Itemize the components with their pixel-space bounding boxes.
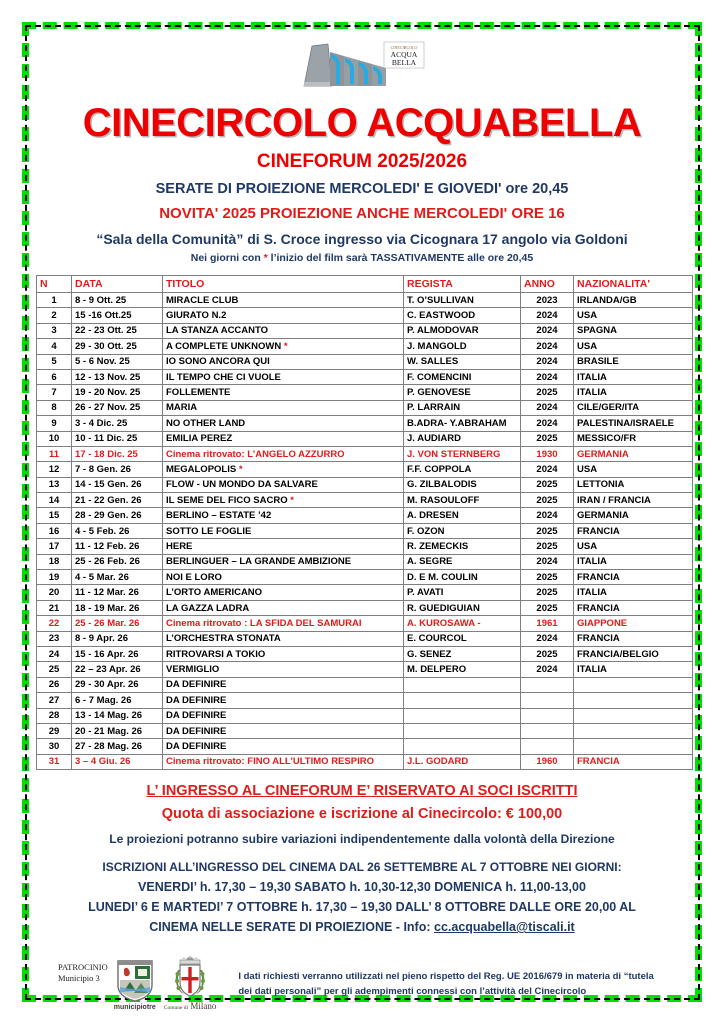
novita-line: NOVITA' 2025 PROIEZIONE ANCHE MERCOLEDI' ORE 16	[159, 205, 565, 222]
variations-notice: Le proiezioni potranno subire variazioni indipendentemente dalla volontà della Direzione	[109, 832, 615, 847]
cell-title: VERMIGLIO	[163, 662, 404, 677]
cell-title: DA DEFINIRE	[163, 693, 404, 708]
cell-director: F. COMENCINI	[404, 369, 521, 384]
cell-title: Cinema ritrovato : LA SFIDA DEL SAMURAI	[163, 616, 404, 631]
poster-subtitle: CINEFORUM 2025/2026	[256, 151, 468, 172]
table-row	[37, 308, 693, 323]
table-row	[37, 739, 693, 754]
cell-nationality: USA	[574, 539, 693, 554]
cell-director: E. COURCOL	[404, 631, 521, 646]
cell-director: P. AVATI	[404, 585, 521, 600]
cell-year: 2025	[521, 600, 574, 615]
cell-date: 22 - 23 Ott. 25	[72, 323, 163, 338]
cell-number: 23	[37, 631, 72, 646]
cell-number: 10	[37, 431, 72, 446]
table-body	[37, 293, 693, 770]
cell-date: 25 - 26 Feb. 26	[72, 554, 163, 569]
cell-number: 5	[37, 354, 72, 369]
cell-title: Cinema ritrovato: L’ANGELO AZZURRO	[163, 446, 404, 461]
cell-date: 3 - 4 Dic. 25	[72, 416, 163, 431]
table-row	[37, 523, 693, 538]
cell-date: 10 - 11 Dic. 25	[72, 431, 163, 446]
cell-date: 21 - 22 Gen. 26	[72, 493, 163, 508]
cell-number: 3	[37, 323, 72, 338]
cell-director	[404, 723, 521, 738]
table-row	[37, 354, 693, 369]
cell-number: 29	[37, 723, 72, 738]
asterisk-icon: *	[287, 494, 294, 506]
municipio-caption: municipiotre	[113, 1004, 156, 1012]
logo-brand-line-3: BELLA	[391, 58, 417, 67]
milano-caption-small: Comune di	[163, 1005, 189, 1012]
cell-year: 1960	[521, 754, 574, 769]
cell-director: D. E M. COULIN	[404, 570, 521, 585]
cell-title: MARIA	[163, 400, 404, 415]
asterisk-icon: *	[263, 252, 268, 264]
cell-nationality: FRANCIA	[574, 631, 693, 646]
cell-date: 8 - 9 Apr. 26	[72, 631, 163, 646]
registration-hours-line-3	[36, 920, 688, 934]
cell-year: 2024	[521, 631, 574, 646]
cell-title: LA STANZA ACCANTO	[163, 323, 404, 338]
column-header-anno: ANNO	[521, 276, 574, 293]
table-row	[37, 600, 693, 615]
patrocinio-label	[58, 954, 108, 983]
table-row	[37, 431, 693, 446]
cell-title: IL TEMPO CHE CI VUOLE	[163, 369, 404, 384]
cell-title: DA DEFINIRE	[163, 723, 404, 738]
cell-year: 2025	[521, 477, 574, 492]
cell-number: 6	[37, 369, 72, 384]
footer-block	[36, 783, 688, 934]
venue-line: “Sala della Comunità” di S. Croce ingresso via Cicognara 17 angolo via Goldoni	[96, 231, 628, 247]
cell-number: 25	[37, 662, 72, 677]
cell-year: 2025	[521, 431, 574, 446]
cell-title: EMILIA PEREZ	[163, 431, 404, 446]
asterisk-icon: *	[281, 340, 288, 352]
cell-title: A COMPLETE UNKNOWN *	[163, 339, 404, 354]
cell-nationality: IRLANDA/GB	[574, 293, 693, 308]
table-row	[37, 693, 693, 708]
cell-title: SOTTO LE FOGLIE	[163, 523, 404, 538]
cell-date: 12 - 13 Nov. 25	[72, 369, 163, 384]
cell-number: 11	[37, 446, 72, 461]
cell-number: 31	[37, 754, 72, 769]
cell-director: F. OZON	[404, 523, 521, 538]
table-row	[37, 293, 693, 308]
cell-year: 1961	[521, 616, 574, 631]
cell-date: 22 – 23 Apr. 26	[72, 662, 163, 677]
cell-title: BERLINGUER – LA GRANDE AMBIZIONE	[163, 554, 404, 569]
table-row	[37, 323, 693, 338]
cell-number: 9	[37, 416, 72, 431]
table-row	[37, 493, 693, 508]
cell-date: 28 - 29 Gen. 26	[72, 508, 163, 523]
column-header-nazionalita: NAZIONALITA'	[574, 276, 693, 293]
cell-nationality: CILE/GER/ITA	[574, 400, 693, 415]
cell-director: J. AUDIARD	[404, 431, 521, 446]
cell-title: L’ORCHESTRA STONATA	[163, 631, 404, 646]
column-header-n: N	[37, 276, 72, 293]
members-only-notice: L’ INGRESSO AL CINEFORUM E’ RISERVATO AI SOCI ISCRITTI	[146, 783, 578, 800]
cell-date: 13 - 14 Mag. 26	[72, 708, 163, 723]
asterisk-icon: *	[236, 463, 243, 475]
cell-year: 2024	[521, 462, 574, 477]
cell-nationality: FRANCIA/BELGIO	[574, 646, 693, 661]
cell-director	[404, 693, 521, 708]
cell-date: 6 - 7 Mag. 26	[72, 693, 163, 708]
cell-date: 11 - 12 Feb. 26	[72, 539, 163, 554]
cell-director	[404, 708, 521, 723]
cell-nationality: IRAN / FRANCIA	[574, 493, 693, 508]
cell-nationality: FRANCIA	[574, 754, 693, 769]
cell-year: 2025	[521, 539, 574, 554]
comune-di-milano-crest	[164, 954, 217, 1011]
cell-nationality: FRANCIA	[574, 523, 693, 538]
cell-year: 1930	[521, 446, 574, 461]
cell-nationality: USA	[574, 339, 693, 354]
cell-director: B.ADRA- Y.ABRAHAM	[404, 416, 521, 431]
table-row	[37, 416, 693, 431]
cell-number: 28	[37, 708, 72, 723]
cell-nationality	[574, 723, 693, 738]
table-row	[37, 446, 693, 461]
table-row	[37, 723, 693, 738]
cell-date: 27 - 28 Mag. 26	[72, 739, 163, 754]
cell-director	[404, 739, 521, 754]
poster-content	[36, 32, 688, 1012]
cell-nationality: ITALIA	[574, 585, 693, 600]
cell-title: Cinema ritrovato: FINO ALL’ULTIMO RESPIRO	[163, 754, 404, 769]
cell-title: MEGALOPOLIS *	[163, 462, 404, 477]
table-row	[37, 554, 693, 569]
cell-date: 15 - 16 Apr. 26	[72, 646, 163, 661]
cell-year: 2024	[521, 416, 574, 431]
cell-nationality: ITALIA	[574, 554, 693, 569]
table-row	[37, 385, 693, 400]
patrocinio-line-2: Municipio 3	[58, 972, 100, 983]
cell-nationality: ITALIA	[574, 662, 693, 677]
cell-director: G. ZILBALODIS	[404, 477, 521, 492]
cell-date: 25 - 26 Mar. 26	[72, 616, 163, 631]
cell-director: A. DRESEN	[404, 508, 521, 523]
cell-year: 2025	[521, 646, 574, 661]
cell-number: 2	[37, 308, 72, 323]
cell-director: J. VON STERNBERG	[404, 446, 521, 461]
cell-year: 2025	[521, 493, 574, 508]
table-row	[37, 708, 693, 723]
table-row	[37, 539, 693, 554]
table-row	[37, 585, 693, 600]
cell-number: 26	[37, 677, 72, 692]
cell-year: 2024	[521, 323, 574, 338]
cell-year: 2025	[521, 523, 574, 538]
cell-title: DA DEFINIRE	[163, 708, 404, 723]
cell-number: 8	[37, 400, 72, 415]
column-header-data: DATA	[72, 276, 163, 293]
table-header-row	[37, 276, 693, 293]
registration-header: ISCRIZIONI ALL’INGRESSO DEL CINEMA DAL 26 SETTEMBRE AL 7 OTTOBRE NEI GIORNI:	[102, 860, 622, 875]
asterisk-note-pre: Nei giorni con	[190, 252, 264, 264]
cell-date: 26 - 27 Nov. 25	[72, 400, 163, 415]
cell-year: 2023	[521, 293, 574, 308]
cell-nationality: BRASILE	[574, 354, 693, 369]
cell-date: 11 - 12 Mar. 26	[72, 585, 163, 600]
municipio-shield-icon	[114, 957, 156, 1003]
cell-number: 4	[37, 339, 72, 354]
table-row	[37, 570, 693, 585]
cell-date: 29 - 30 Apr. 26	[72, 677, 163, 692]
table-row	[37, 462, 693, 477]
cell-nationality: GERMANIA	[574, 446, 693, 461]
table-row	[37, 400, 693, 415]
cell-nationality	[574, 693, 693, 708]
table-row	[37, 369, 693, 384]
logo-brand-line-1: CINECIRCOLO	[390, 45, 418, 50]
cell-date: 5 - 6 Nov. 25	[72, 354, 163, 369]
cell-number: 1	[37, 293, 72, 308]
cell-title: LA GAZZA LADRA	[163, 600, 404, 615]
cell-number: 27	[37, 693, 72, 708]
logo-brand-line-2: ACQUA	[390, 50, 418, 59]
cell-director: G. SENEZ	[404, 646, 521, 661]
email-link[interactable]: cc.acquabella@tiscali.it	[434, 920, 575, 935]
cell-title: HERE	[163, 539, 404, 554]
table-row	[37, 508, 693, 523]
cell-director: M. DELPERO	[404, 662, 521, 677]
cell-nationality: SPAGNA	[574, 323, 693, 338]
cell-director: W. SALLES	[404, 354, 521, 369]
cell-nationality: GIAPPONE	[574, 616, 693, 631]
table-row	[37, 616, 693, 631]
film-schedule-table	[36, 275, 693, 770]
cell-title: FLOW - UN MONDO DA SALVARE	[163, 477, 404, 492]
cell-nationality: LETTONIA	[574, 477, 693, 492]
cell-director: P. GENOVESE	[404, 385, 521, 400]
cell-number: 17	[37, 539, 72, 554]
cell-year: 2024	[521, 554, 574, 569]
cell-director: F.F. COPPOLA	[404, 462, 521, 477]
cell-number: 16	[37, 523, 72, 538]
cell-year	[521, 693, 574, 708]
cell-number: 14	[37, 493, 72, 508]
cell-nationality: MESSICO/FR	[574, 431, 693, 446]
cell-year: 2025	[521, 570, 574, 585]
cell-number: 13	[37, 477, 72, 492]
cell-nationality: USA	[574, 462, 693, 477]
cell-title: MIRACLE CLUB	[163, 293, 404, 308]
municipio-tre-crest	[114, 957, 156, 1011]
cell-year	[521, 677, 574, 692]
sponsors-row	[36, 954, 688, 1011]
cell-number: 12	[37, 462, 72, 477]
cell-number: 7	[37, 385, 72, 400]
cell-year	[521, 723, 574, 738]
asterisk-note	[36, 252, 688, 264]
cell-number: 22	[37, 616, 72, 631]
cell-date: 15 -16 Ott.25	[72, 308, 163, 323]
cell-title: RITROVARSI A TOKIO	[163, 646, 404, 661]
cell-nationality	[574, 677, 693, 692]
cell-number: 15	[37, 508, 72, 523]
registration-hours-line-2: LUNEDI’ 6 E MARTEDI’ 7 OTTOBRE h. 17,30 – 19,30 DALL’ 8 OTTOBRE DALLE ORE 20,00 AL	[88, 900, 636, 915]
membership-fee: Quota di associazione e iscrizione al Cinecircolo: € 100,00	[161, 806, 563, 823]
cell-year: 2024	[521, 339, 574, 354]
schedule-line: SERATE DI PROIEZIONE MERCOLEDI' E GIOVEDI' ore 20,45	[155, 181, 569, 197]
cell-director: M. RASOULOFF	[404, 493, 521, 508]
asterisk-note-post: l’inizio del film sarà TASSATIVAMENTE alle ore 20,45	[267, 252, 534, 264]
cell-director: R. ZEMECKIS	[404, 539, 521, 554]
cell-nationality: USA	[574, 308, 693, 323]
cell-number: 18	[37, 554, 72, 569]
cell-nationality: ITALIA	[574, 385, 693, 400]
cell-director: R. GUEDIGUIAN	[404, 600, 521, 615]
registration-hours-line-1: VENERDI’ h. 17,30 – 19,30 SABATO h. 10,30-12,30 DOMENICA h. 11,00-13,00	[138, 880, 586, 895]
cell-director: P. LARRAIN	[404, 400, 521, 415]
cell-year: 2024	[521, 662, 574, 677]
acquabella-logo	[298, 36, 426, 92]
table-row	[37, 339, 693, 354]
table-row	[37, 677, 693, 692]
cell-year	[521, 708, 574, 723]
cell-number: 21	[37, 600, 72, 615]
table-row	[37, 477, 693, 492]
cell-date: 14 - 15 Gen. 26	[72, 477, 163, 492]
cell-year	[521, 739, 574, 754]
cell-number: 19	[37, 570, 72, 585]
cell-nationality: ITALIA	[574, 369, 693, 384]
cell-title: L’ORTO AMERICANO	[163, 585, 404, 600]
cell-year: 2024	[521, 400, 574, 415]
cell-date: 18 - 19 Mar. 26	[72, 600, 163, 615]
cell-title: FOLLEMENTE	[163, 385, 404, 400]
cell-nationality: FRANCIA	[574, 570, 693, 585]
cell-date: 4 - 5 Mar. 26	[72, 570, 163, 585]
info-label: CINEMA NELLE SERATE DI PROIEZIONE - Info:	[149, 920, 434, 935]
cell-year: 2025	[521, 585, 574, 600]
cell-number: 30	[37, 739, 72, 754]
cell-director: J.L. GODARD	[404, 754, 521, 769]
cell-nationality: GERMANIA	[574, 508, 693, 523]
poster-title: CINECIRCOLO ACQUABELLA	[82, 101, 642, 145]
cell-date: 7 - 8 Gen. 26	[72, 462, 163, 477]
milano-caption-main: Milano	[190, 1001, 217, 1012]
cell-title: NO OTHER LAND	[163, 416, 404, 431]
cell-date: 19 - 20 Nov. 25	[72, 385, 163, 400]
cell-title: DA DEFINIRE	[163, 739, 404, 754]
cell-title: BERLINO – ESTATE ’42	[163, 508, 404, 523]
cell-director	[404, 677, 521, 692]
cell-date: 29 - 30 Ott. 25	[72, 339, 163, 354]
cell-number: 24	[37, 646, 72, 661]
column-header-regista: REGISTA	[404, 276, 521, 293]
cell-date: 20 - 21 Mag. 26	[72, 723, 163, 738]
column-header-titolo: TITOLO	[163, 276, 404, 293]
cell-nationality: PALESTINA/ISRAELE	[574, 416, 693, 431]
cell-director: J. MANGOLD	[404, 339, 521, 354]
table-row	[37, 754, 693, 769]
cell-date: 17 - 18 Dic. 25	[72, 446, 163, 461]
aqueduct-icon	[298, 36, 426, 92]
cell-year: 2024	[521, 308, 574, 323]
cell-nationality: FRANCIA	[574, 600, 693, 615]
crest-block	[114, 954, 225, 1011]
cell-year: 2024	[521, 369, 574, 384]
cell-director: T. O’SULLIVAN	[404, 293, 521, 308]
cell-nationality	[574, 708, 693, 723]
milano-caption	[164, 1001, 217, 1011]
patrocinio-line-1: PATROCINIO	[58, 962, 108, 973]
cell-number: 20	[37, 585, 72, 600]
cell-date: 4 - 5 Feb. 26	[72, 523, 163, 538]
table-row	[37, 646, 693, 661]
cell-title: NOI E LORO	[163, 570, 404, 585]
cell-title: IL SEME DEL FICO SACRO *	[163, 493, 404, 508]
table-row	[37, 662, 693, 677]
milano-coat-of-arms-icon	[169, 954, 211, 1000]
cell-director: A. SEGRE	[404, 554, 521, 569]
cell-year: 2024	[521, 354, 574, 369]
table-row	[37, 631, 693, 646]
cell-title: DA DEFINIRE	[163, 677, 404, 692]
cell-director: P. ALMODOVAR	[404, 323, 521, 338]
cell-date: 8 - 9 Ott. 25	[72, 293, 163, 308]
logo-area	[36, 36, 688, 96]
cell-year: 2025	[521, 385, 574, 400]
privacy-notice: I dati richiesti verranno utilizzati nel pieno rispetto del Reg. UE 2016/679 in materia di “tutela dei dati personali” per gli adempimenti connessi con l’attività del Cinecircolo	[238, 971, 654, 997]
cell-director: C. EASTWOOD	[404, 308, 521, 323]
cell-title: IO SONO ANCORA QUI	[163, 354, 404, 369]
cell-nationality	[574, 739, 693, 754]
cell-date: 3 – 4 Giu. 26	[72, 754, 163, 769]
cell-director: A. KUROSAWA -	[404, 616, 521, 631]
cell-title: GIURATO N.2	[163, 308, 404, 323]
cell-year: 2024	[521, 508, 574, 523]
